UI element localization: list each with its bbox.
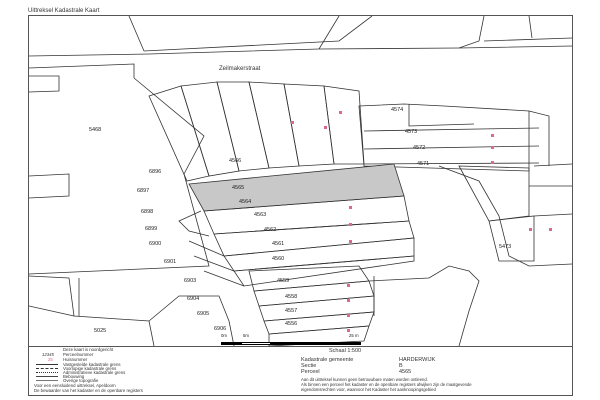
parcel-label: 4558 (285, 294, 298, 300)
parcel-label: 6899 (145, 226, 158, 232)
legend-text: Vastgestelde kadastrale grens (63, 362, 121, 367)
info-value: 4565 (399, 369, 412, 375)
parcel-label: 4565 (232, 185, 245, 191)
scale-label: 0m (221, 333, 227, 338)
legend-text: Deze kaart is noordgericht (63, 347, 114, 352)
info-note: Aan dit uittreksel kunnen geen betrouwbare maten worden ontleend. (301, 377, 428, 382)
parcel-label: 4557 (285, 308, 298, 314)
scale-label: 25 m (349, 333, 359, 338)
parcel-label: 6896 (149, 169, 162, 175)
parcel-label: 4561 (272, 241, 285, 247)
parcel-label: 5468 (89, 127, 102, 133)
scale-label: 5m (243, 333, 249, 338)
parcel-label: 5025 (94, 328, 107, 334)
parcel-label: 4563 (254, 212, 267, 218)
scale-title: Schaal 1:500 (329, 348, 362, 354)
map-frame (28, 15, 573, 347)
parcel-label: 4566 (229, 158, 242, 164)
legend-symbol: 12345 (42, 352, 54, 357)
parcel-label: 6905 (197, 311, 210, 317)
parcel-label: 4559 (277, 278, 290, 284)
parcel-label: 4571 (417, 161, 430, 167)
parcel-label: 4556 (285, 321, 298, 327)
parcel-label: 4560 (272, 256, 285, 262)
info-note: eigendomsrechten voor, waarvoor het Kadaster het aanknoopingsgebied (301, 387, 436, 392)
parcel-label: 6897 (137, 188, 150, 194)
street-name: Zeilmakerstraat (219, 66, 261, 72)
parcel-label: 6901 (164, 259, 177, 265)
legend-footer: Voor een eensluidend uittreksel, Apeldoorn (34, 383, 116, 388)
info-label: Sectie (301, 363, 317, 369)
info-label: Kadastrale gemeente (301, 357, 354, 363)
parcel-label: 4564 (239, 199, 252, 205)
legend-text: Voorlopige kadastrale grens (63, 366, 117, 371)
info-label: Perceel (301, 369, 320, 375)
parcel-label: 4562 (264, 227, 277, 233)
parcel-label: 6906 (214, 326, 227, 332)
parcel-label: 4574 (391, 107, 404, 113)
legend-footer: De bewaarder van het kadaster en de openbare registers (34, 388, 143, 393)
legend-text: Huisnummer (63, 357, 88, 362)
document-title: Uittreksel Kadastrale Kaart (28, 8, 100, 14)
legend-area (28, 345, 573, 396)
legend-text: Overige topografie (63, 378, 99, 383)
parcel-label: 5473 (499, 244, 512, 250)
info-value: B (399, 363, 403, 369)
legend-text: Perceelnummer (63, 352, 94, 357)
legend-text: Administratieve kadastrale grens (63, 370, 126, 375)
map-lines (29, 16, 572, 346)
cadastral-map (29, 16, 572, 346)
parcel-label: 4573 (405, 129, 418, 135)
parcel-label: 4572 (413, 145, 426, 151)
legend-symbol: 25 (48, 357, 53, 362)
parcel-label: 6904 (187, 296, 200, 302)
parcel-label: 6900 (149, 241, 162, 247)
parcel-label: 6903 (184, 278, 197, 284)
parcel-label: 6898 (141, 209, 154, 215)
info-note: Als binnen een perceel het kadaster en de openbare registers afwijken zijn de maatgevende (301, 382, 472, 387)
info-value: HARDERWIJK (399, 357, 436, 363)
legend-text: Bebouwing (63, 374, 85, 379)
